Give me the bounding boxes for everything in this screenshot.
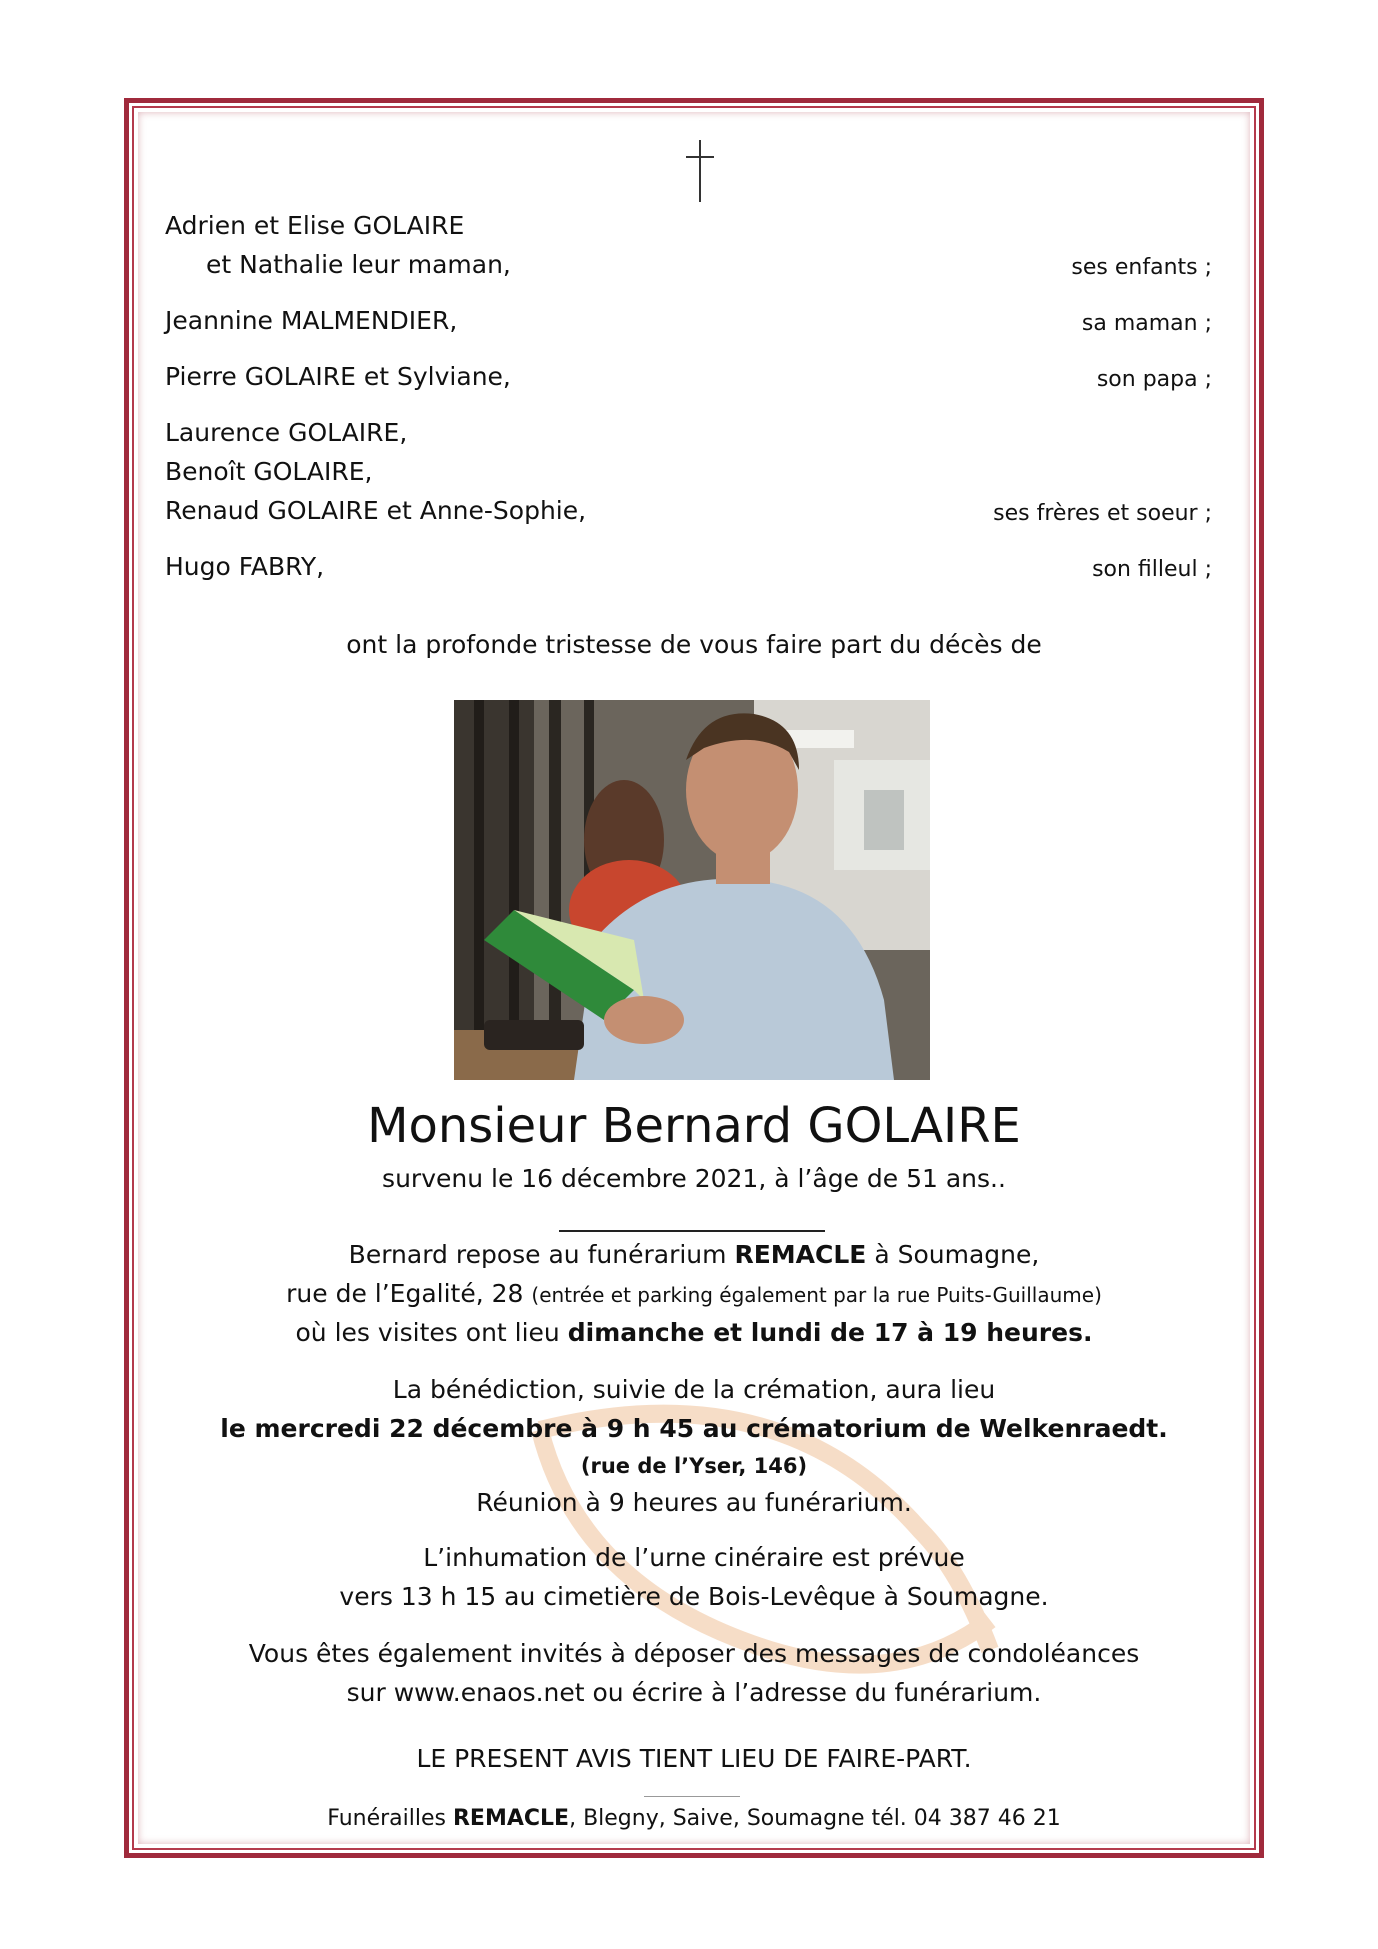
burial-line-1: L’inhumation de l’urne cinéraire est prévue <box>423 1543 965 1572</box>
visit-line-3: où les visites ont lieu dimanche et lundi de 17 à 19 heures. <box>295 1318 1093 1347</box>
family-line-mother: Jeannine MALMENDIER, <box>165 306 458 335</box>
deceased-details: survenu le 16 décembre 2021, à l’âge de 51 ans.. <box>382 1164 1006 1193</box>
portrait-photo <box>454 700 930 1080</box>
condolences-line-2: sur www.enaos.net ou écrire à l’adresse du funérarium. <box>346 1678 1042 1707</box>
footer-separator <box>644 1796 740 1797</box>
cross-icon <box>683 140 717 202</box>
announcement-text: ont la profonde tristesse de vous faire part du décès de <box>346 630 1042 659</box>
family-line-sibling-3: Renaud GOLAIRE et Anne-Sophie, <box>165 496 587 525</box>
relation-children: ses enfants ; <box>1071 255 1212 280</box>
relation-father: son papa ; <box>1096 367 1212 392</box>
deceased-name: Monsieur Bernard GOLAIRE <box>367 1098 1021 1154</box>
relation-siblings: ses frères et soeur ; <box>993 501 1212 526</box>
relation-godson: son filleul ; <box>1092 557 1212 582</box>
family-line-mother-of-children: et Nathalie leur maman, <box>206 250 511 279</box>
family-line-godson: Hugo FABRY, <box>165 552 325 581</box>
condolences-line-1: Vous êtes également invités à déposer des messages de condoléances <box>248 1639 1140 1668</box>
ceremony-line-2: le mercredi 22 décembre à 9 h 45 au crématorium de Welkenraedt. <box>220 1414 1168 1443</box>
burial-line-2: vers 13 h 15 au cimetière de Bois-Levêque à Soumagne. <box>339 1582 1049 1611</box>
visit-line-1: Bernard repose au funérarium REMACLE à Soumagne, <box>348 1240 1040 1269</box>
family-line-sibling-1: Laurence GOLAIRE, <box>165 418 408 447</box>
footer-text: Funérailles REMACLE, Blegny, Saive, Soumagne tél. 04 387 46 21 <box>327 1806 1061 1831</box>
visit-line-2: rue de l’Egalité, 28 (entrée et parking également par la rue Puits-Guillaume) <box>286 1279 1102 1308</box>
family-line-sibling-2: Benoît GOLAIRE, <box>165 457 373 486</box>
ceremony-meeting: Réunion à 9 heures au funérarium. <box>476 1488 912 1517</box>
separator-line <box>559 1230 825 1232</box>
ceremony-line-1: La bénédiction, suivie de la crémation, aura lieu <box>392 1375 996 1404</box>
family-line-father: Pierre GOLAIRE et Sylviane, <box>165 362 511 391</box>
ceremony-address: (rue de l’Yser, 146) <box>580 1454 808 1478</box>
notice-text: LE PRESENT AVIS TIENT LIEU DE FAIRE-PART. <box>416 1744 972 1773</box>
family-line-children: Adrien et Elise GOLAIRE <box>165 211 465 240</box>
relation-mother: sa maman ; <box>1081 311 1212 336</box>
